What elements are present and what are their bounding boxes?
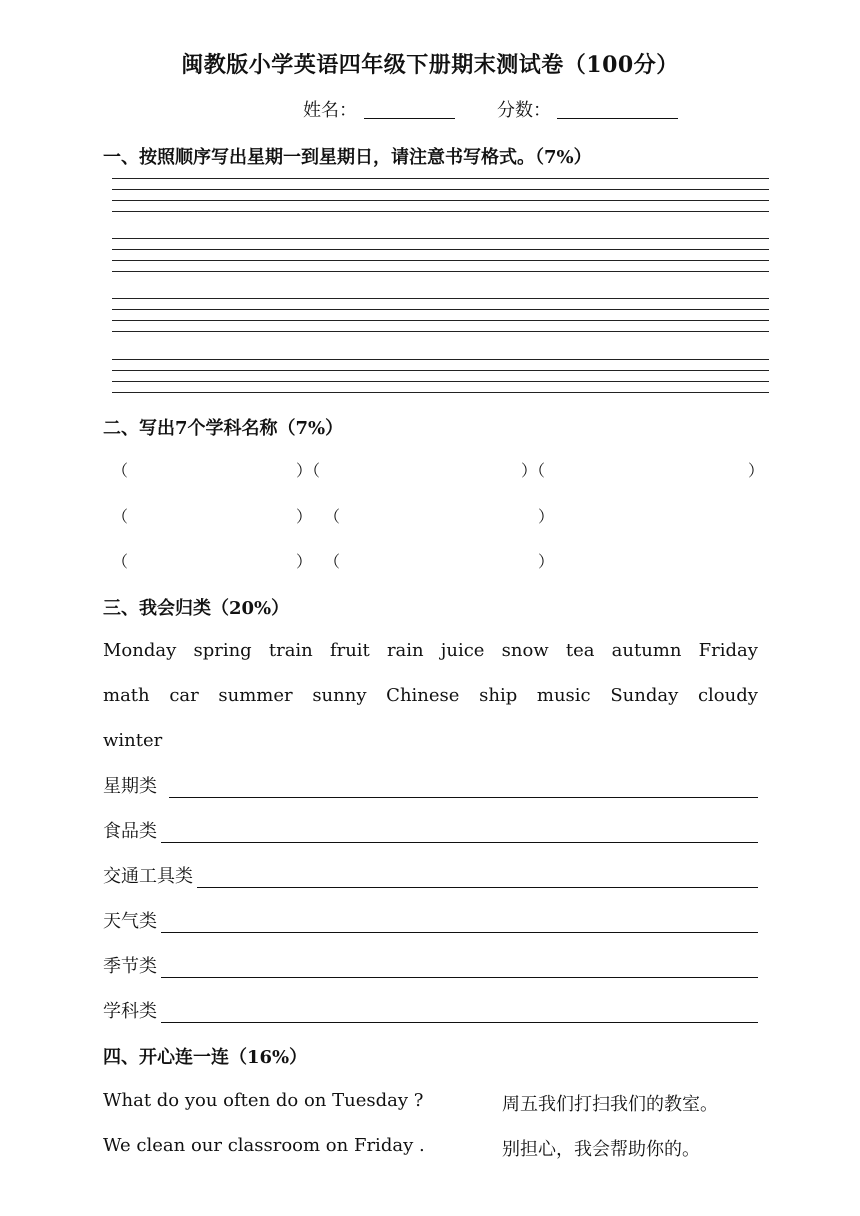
answer-line[interactable] [161, 822, 758, 843]
writing-line [112, 260, 769, 261]
answer-line[interactable] [161, 1002, 758, 1023]
word-bank-row-1 [103, 640, 758, 661]
page-title: 闽教版小学英语四年级下册期末测试卷（100分） [181, 52, 679, 78]
answer-line[interactable] [169, 777, 758, 798]
word: autumn [611, 640, 682, 661]
category-label: 学科类 [103, 1001, 157, 1022]
word: math [103, 685, 150, 706]
word: cloudy [697, 685, 758, 706]
name-label: 姓名： [303, 100, 357, 121]
name-blank[interactable] [364, 118, 455, 119]
word: ship [479, 685, 518, 706]
word: snow [501, 640, 549, 661]
paren-open: （ [112, 461, 129, 480]
paren-close-open: ）（ [296, 461, 321, 480]
word: Chinese [386, 685, 460, 706]
writing-line [112, 331, 769, 332]
paren-open: （ [112, 552, 129, 571]
paren-close-open: ）（ [521, 461, 546, 480]
handwriting-lines[interactable] [112, 178, 769, 398]
writing-line [112, 271, 769, 272]
category-subjects[interactable] [103, 995, 758, 1023]
paren-close: ） [748, 461, 765, 480]
writing-line [112, 359, 769, 360]
word: Sunday [610, 685, 679, 706]
section-4-heading: 四、开心连一连（16%） [103, 1047, 308, 1068]
word: fruit [329, 640, 370, 661]
writing-line [112, 320, 769, 321]
answer-line[interactable] [161, 957, 758, 978]
section-1-heading: 一、按照顺序写出星期一到星期日，请注意书写格式。（7%） [103, 147, 592, 168]
writing-line [112, 189, 769, 190]
paren-close: ） [538, 552, 555, 571]
word: spring [193, 640, 252, 661]
answer-line[interactable] [161, 912, 758, 933]
category-days[interactable] [103, 770, 758, 798]
paren-open: （ [324, 507, 341, 526]
section-2-heading: 二、写出7个学科名称（7%） [103, 418, 344, 439]
writing-line [112, 381, 769, 382]
word: summer [218, 685, 293, 706]
paren-open: （ [324, 552, 341, 571]
category-label: 食品类 [103, 821, 157, 842]
match-left-item[interactable]: We clean our classroom on Friday . [103, 1135, 425, 1156]
word: Friday [698, 640, 758, 661]
word: tea [565, 640, 595, 661]
word-bank-row-3 [103, 730, 758, 751]
category-weather[interactable] [103, 905, 758, 933]
word: Monday [103, 640, 177, 661]
word: train [268, 640, 313, 661]
answer-line[interactable] [197, 867, 758, 888]
section-3-heading: 三、我会归类（20%） [103, 598, 290, 619]
category-seasons[interactable] [103, 950, 758, 978]
writing-line [112, 211, 769, 212]
word-bank-row-2 [103, 685, 758, 706]
paren-open: （ [112, 507, 129, 526]
match-right-item[interactable]: 别担心，我会帮助你的。 [502, 1139, 700, 1160]
category-label: 天气类 [103, 911, 157, 932]
category-label: 星期类 [103, 776, 157, 797]
writing-line [112, 178, 769, 179]
word: sunny [312, 685, 367, 706]
match-right-item[interactable]: 周五我们打扫我们的教室。 [502, 1094, 718, 1115]
writing-line [112, 298, 769, 299]
word: winter [103, 730, 163, 751]
word: juice [440, 640, 485, 661]
category-food[interactable] [103, 815, 758, 843]
paren-close: ） [296, 507, 313, 526]
word: music [536, 685, 591, 706]
writing-line [112, 238, 769, 239]
paren-close: ） [296, 552, 313, 571]
writing-line [112, 392, 769, 393]
paren-close: ） [538, 507, 555, 526]
score-blank[interactable] [557, 118, 678, 119]
writing-line [112, 249, 769, 250]
score-label: 分数： [497, 100, 551, 121]
category-transport[interactable] [103, 860, 758, 888]
match-left-item[interactable]: What do you often do on Tuesday ? [103, 1090, 424, 1111]
category-label: 季节类 [103, 956, 157, 977]
writing-line [112, 200, 769, 201]
word: car [169, 685, 199, 706]
writing-line [112, 309, 769, 310]
category-label: 交通工具类 [103, 866, 193, 887]
writing-line [112, 370, 769, 371]
word: rain [386, 640, 424, 661]
